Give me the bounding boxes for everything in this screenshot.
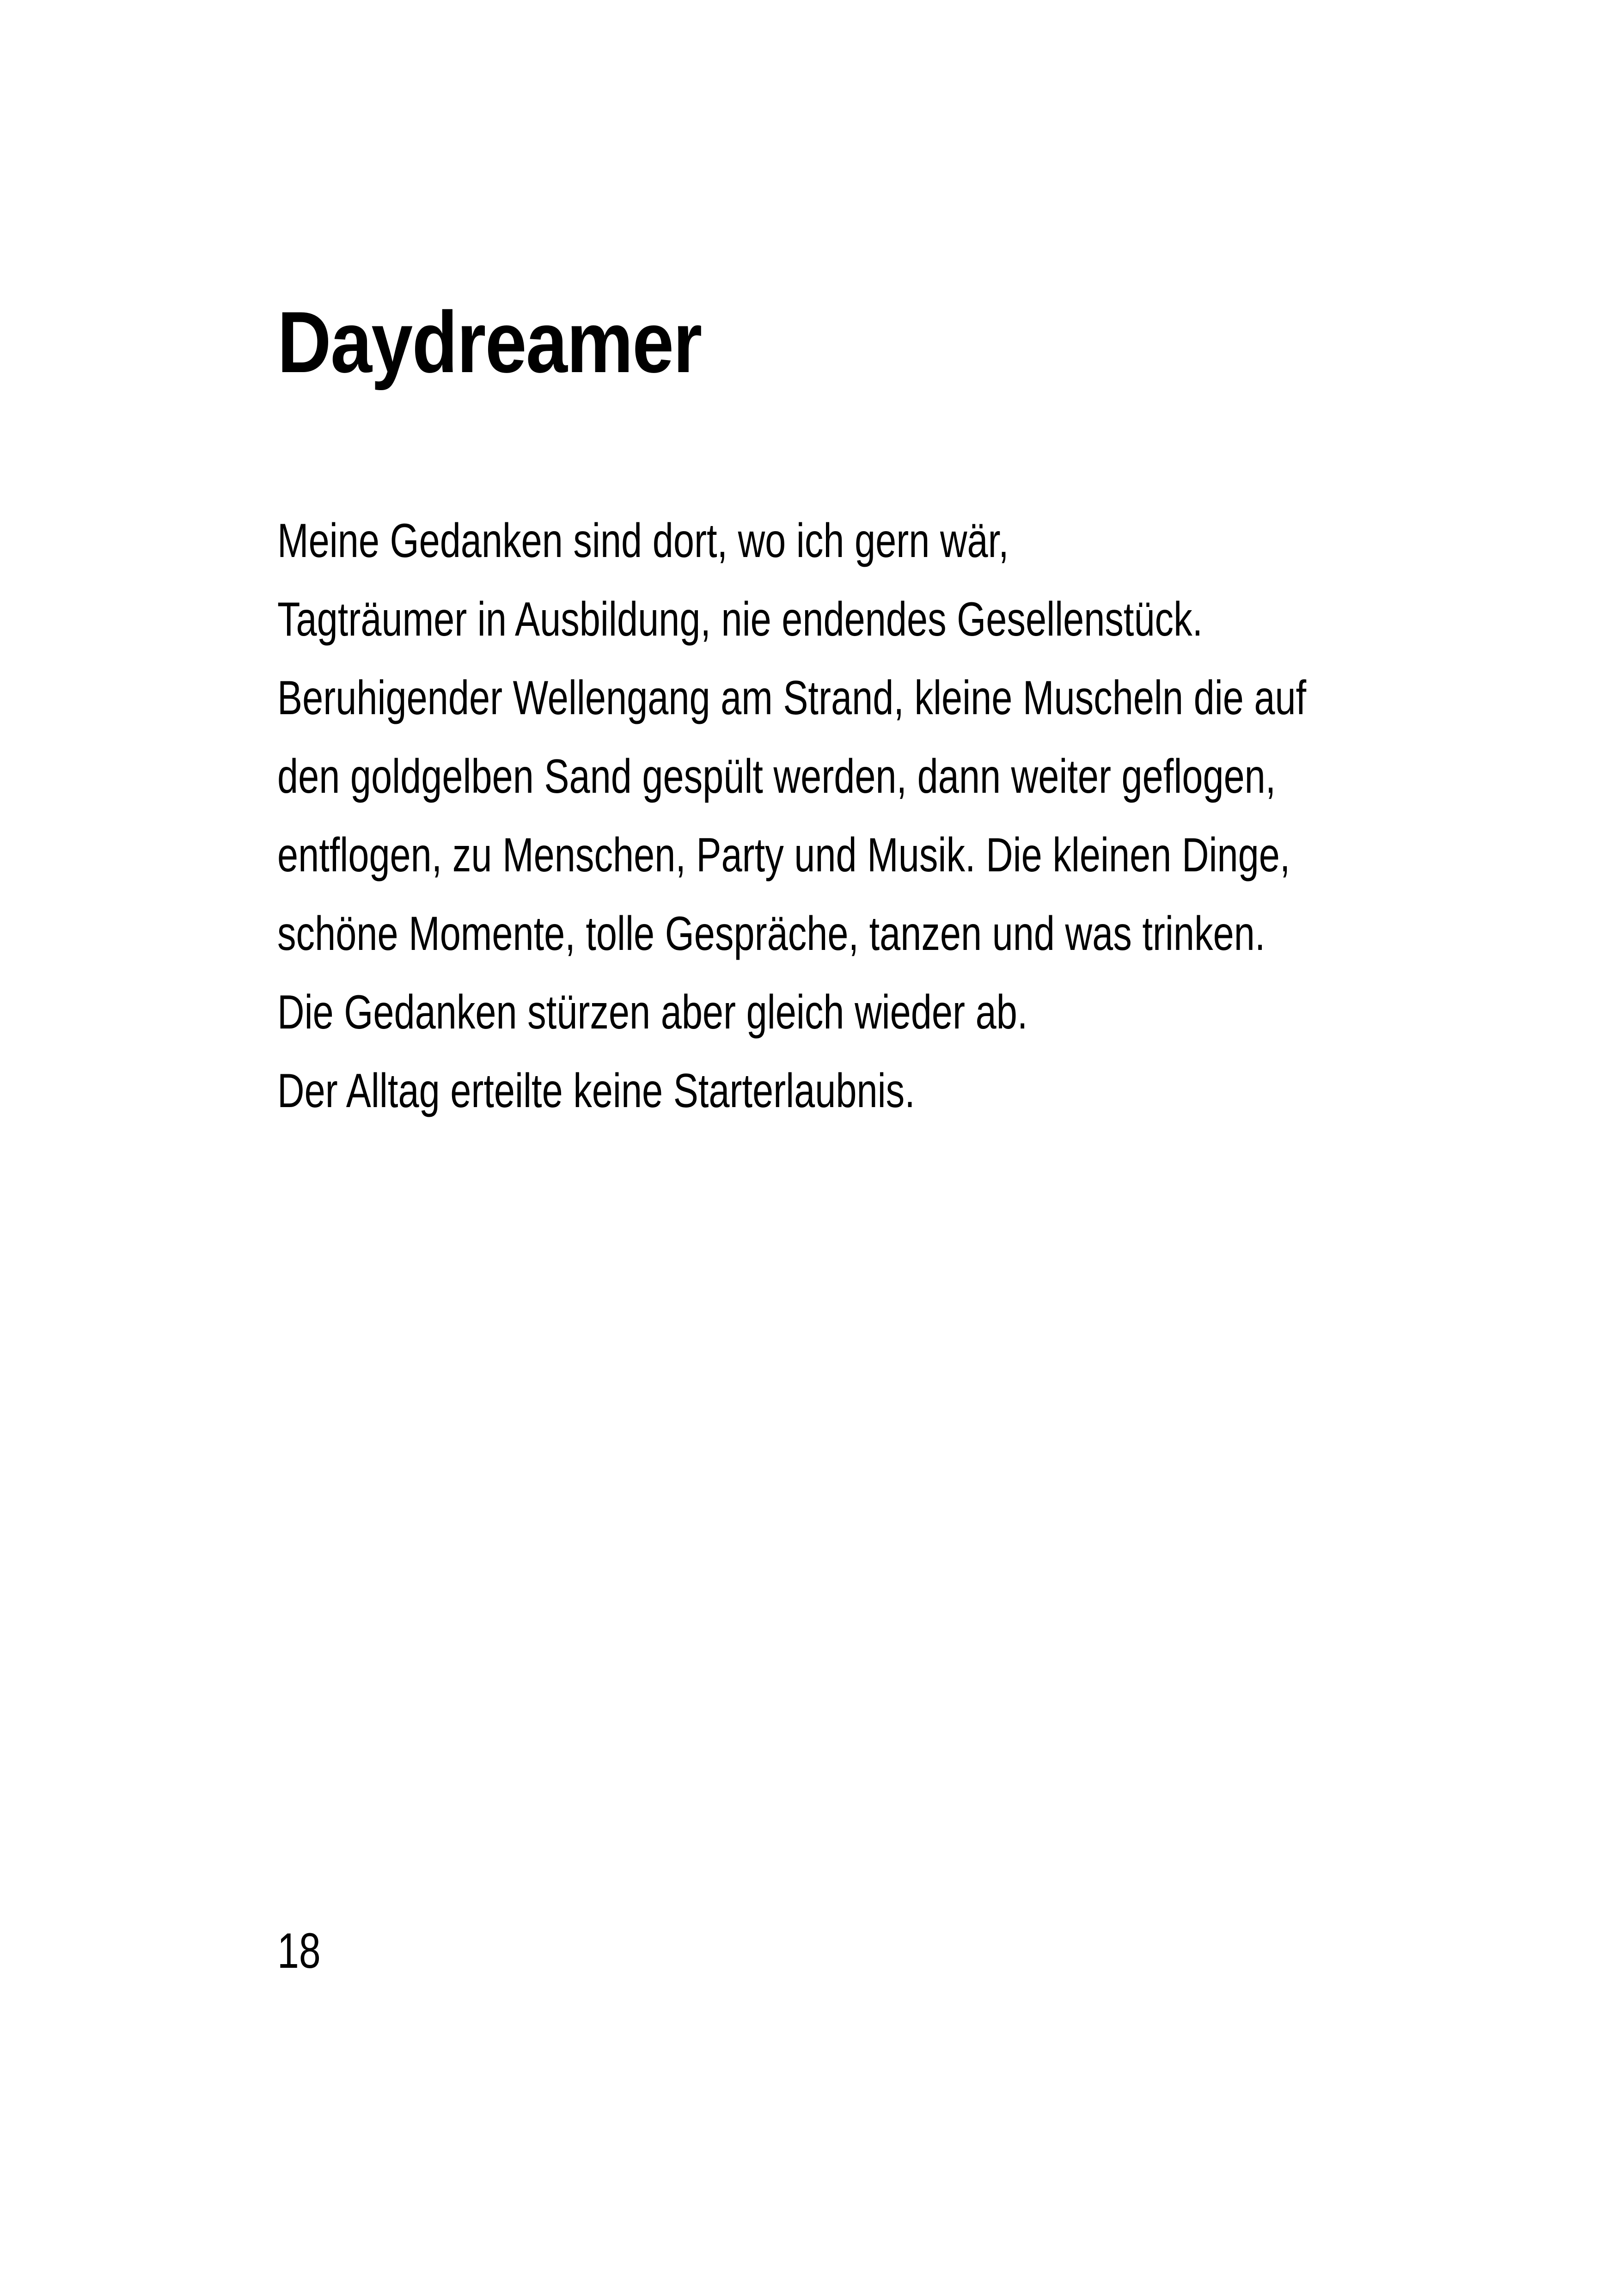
poem-line: den goldgelben Sand gespült werden, dann weiter geflogen, xyxy=(277,750,1276,803)
page-number: 18 xyxy=(277,1923,321,1978)
poem-line: Beruhigender Wellengang am Strand, kleine Muscheln die auf xyxy=(277,671,1307,725)
poem-line: schöne Momente, tolle Gespräche, tanzen und was trinken. xyxy=(277,907,1266,961)
poem-line: Meine Gedanken sind dort, wo ich gern wär, xyxy=(277,514,1009,568)
poem-text xyxy=(277,502,1596,1130)
poem-line: Die Gedanken stürzen aber gleich wieder ab. xyxy=(277,986,1028,1039)
page-title: Daydreamer xyxy=(277,294,702,391)
poem-line: Tagträumer in Ausbildung, nie endendes Gesellenstück. xyxy=(277,593,1203,646)
poem-line: Der Alltag erteilte keine Starterlaubnis. xyxy=(277,1064,915,1118)
poem-line: entflogen, zu Menschen, Party und Musik. Die kleinen Dinge, xyxy=(277,828,1290,882)
